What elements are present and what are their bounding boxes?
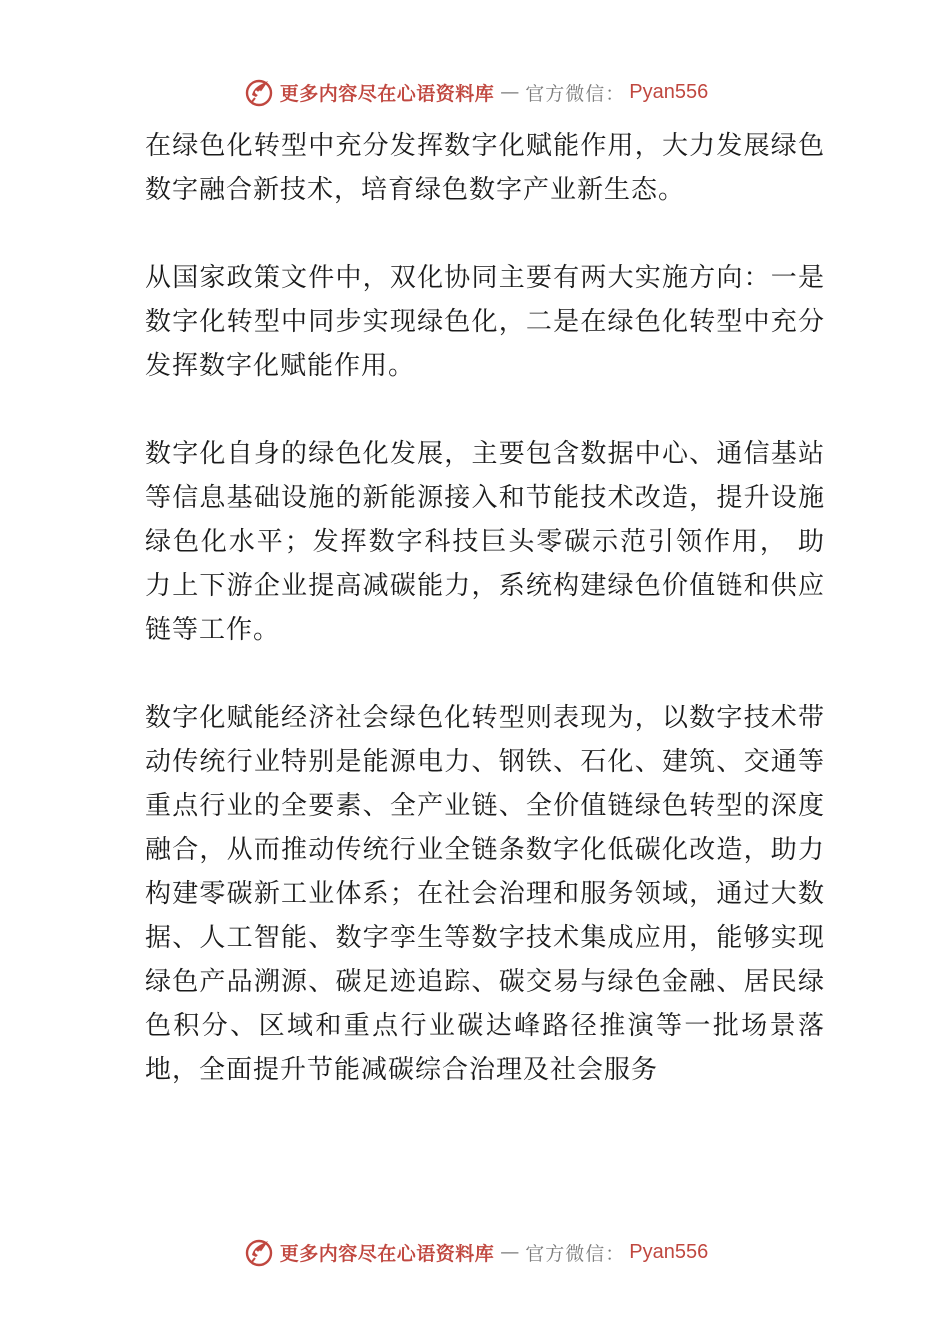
banner-separator: —	[500, 81, 520, 103]
footer-banner-inner	[242, 1235, 709, 1269]
document-body	[145, 124, 825, 1136]
paragraph: 数字化自身的绿色化发展，主要包含数据中心、通信基站等信息基础设施的新能源接入和节能技术改造，提升设施绿色化水平；发挥数字科技巨头零碳示范引领作用， 助力上下游企业提高减碳能力，系统构建绿色价值链和供应链等工作。	[145, 439, 825, 645]
banner-separator: —	[500, 1241, 520, 1263]
header-banner	[0, 72, 950, 112]
quill-heart-logo-icon	[242, 75, 276, 109]
footer-banner	[0, 1232, 950, 1272]
wechat-id: Pyan556	[629, 80, 709, 103]
wechat-label: 官方微信：	[525, 1242, 626, 1265]
paragraph: 从国家政策文件中，双化协同主要有两大实施方向：一是数字化转型中同步实现绿色化，二是在绿色化转型中充分发挥数字化赋能作用。	[145, 263, 825, 381]
paragraph: 在绿色化转型中充分发挥数字化赋能作用，大力发展绿色数字融合新技术，培育绿色数字产业新生态。	[145, 131, 825, 205]
header-banner-inner	[242, 75, 709, 109]
wechat-id: Pyan556	[629, 1240, 709, 1263]
brand-text: 更多内容尽在心语资料库	[279, 1242, 495, 1265]
brand-text: 更多内容尽在心语资料库	[279, 82, 495, 105]
paragraph: 数字化赋能经济社会绿色化转型则表现为，以数字技术带动传统行业特别是能源电力、钢铁、石化、建筑、交通等重点行业的全要素、全产业链、全价值链绿色转型的深度融合，从而推动传统行业全链条数字化低碳化改造，助力构建零碳新工业体系；在社会治理和服务领域，通过大数据、人工智能、数字孪生等数字技术集成应用，能够实现绿色产品溯源、碳足迹追踪、碳交易与绿色金融、居民绿色积分、区域和重点行业碳达峰路径推演等一批场景落地，全面提升节能减碳综合治理及社会服务	[145, 703, 825, 1085]
wechat-label: 官方微信：	[525, 82, 626, 105]
quill-heart-logo-icon	[242, 1235, 276, 1269]
